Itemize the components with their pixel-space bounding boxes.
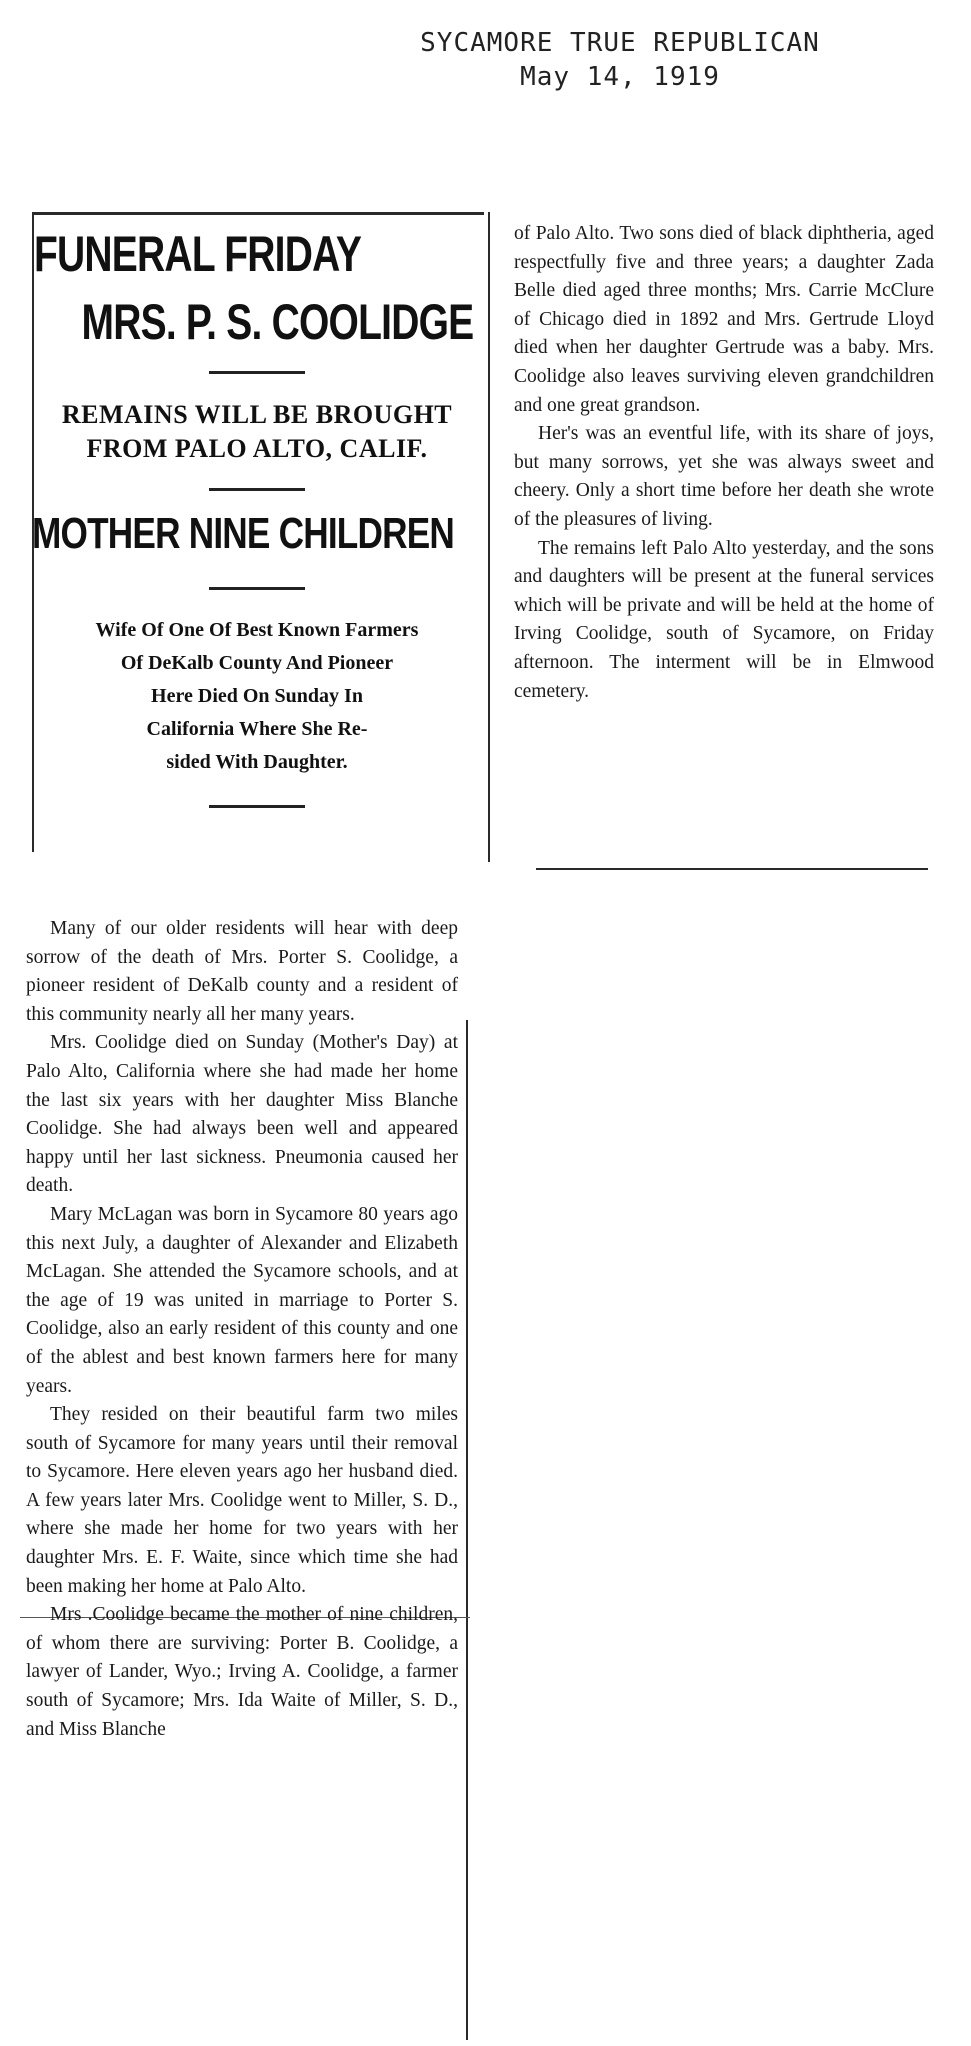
- paragraph: of Palo Alto. Two sons died of black diphtheria, aged respectfully five and three years; a daughter Zada Belle died aged three months; Mrs. Carrie McClure of Chicago died in 1892 and Mrs. Gertrude Lloyd died when her daughter Gertrude was a baby. Mrs. Coolidge also leaves surviving eleven grandchildren and one great grandson.: [514, 223, 934, 416]
- publication-date: May 14, 1919: [520, 62, 720, 92]
- right-column: [514, 220, 934, 706]
- clipping-header: [360, 26, 880, 94]
- right-column-end-rule: [536, 868, 928, 870]
- newspaper-name: SYCAMORE TRUE REPUBLICAN: [420, 28, 820, 58]
- paragraph: They resided on their beautiful farm two miles south of Sycamore for many years until their removal to Sycamore. Here eleven years ago her husband died. A few years later Mrs. Coolidge went to Miller, S. D., where she made her home for two years with her daughter Mrs. E. F. Waite, since which time she had been making her home at Palo Alto.: [26, 1404, 458, 1597]
- headline-line-1: FUNERAL FRIDAY: [34, 226, 362, 282]
- paragraph: Her's was an eventful life, with its share of joys, but many sorrows, yet she was always sweet and cheery. Only a short time before her death she wrote of the pleasures of living.: [514, 423, 934, 530]
- headline-divider-1: [209, 371, 305, 374]
- headline-divider-4: [209, 805, 305, 808]
- deck-2: MOTHER NINE CHILDREN: [32, 509, 455, 558]
- deck-1-line-1: REMAINS WILL BE BROUGHT: [61, 400, 453, 429]
- summary-line-2: Of DeKalb County And Pioneer: [120, 652, 394, 674]
- summary-line-5: sided With Daughter.: [166, 751, 348, 773]
- paragraph: Mrs. Coolidge died on Sunday (Mother's Day) at Palo Alto, California where she had made her home the last six years with her daughter Miss Blanche Coolidge. She had always been well and appeared happy until her last sickness. Pneumonia caused her death.: [26, 1032, 458, 1197]
- headline-divider-3: [209, 587, 305, 590]
- paragraph: Mary McLagan was born in Sycamore 80 years ago this next July, a daughter of Alexander and Elizabeth McLagan. She attended the Sycamore schools, and at the age of 19 was united in marriage to Porter S. Coolidge, also an early resident of this county and one of the ablest and best known farmers here for many years.: [26, 1203, 458, 1397]
- headline-divider-2: [209, 488, 305, 491]
- headline-block: [32, 225, 482, 808]
- paragraph: Many of our older residents will hear with deep sorrow of the death of Mrs. Porter S. Coolidge, a pioneer resident of DeKalb county and a resident of this community nearly all her many years.: [26, 918, 458, 1025]
- headline-top-rule: [32, 212, 484, 215]
- left-column: [26, 915, 458, 1744]
- paragraph: The remains left Palo Alto yesterday, and the sons and daughters will be present at the funeral services which will be private and will be held at the home of Irving Coolidge, south of Sycamore, on Friday afternoon. The interment will be in Elmwood cemetery.: [514, 537, 934, 702]
- left-column-rule: [466, 1020, 468, 2040]
- column-divider: [488, 212, 490, 862]
- headline-line-2: MRS. P. S. COOLIDGE: [81, 294, 474, 350]
- summary-line-1: Wife Of One Of Best Known Farmers: [95, 619, 419, 641]
- summary-line-3: Here Died On Sunday In: [151, 685, 363, 707]
- deck-1-line-2: FROM PALO ALTO, CALIF.: [86, 434, 428, 463]
- paragraph: Mrs .Coolidge became the mother of nine children, of whom there are surviving: Porter B. Coolidge, a lawyer of Lander, Wyo.; Irving A. Coolidge, a farmer south of Sycamore; Mrs. Ida Waite of Miller, S. D., and Miss Blanche: [26, 1604, 458, 1740]
- summary-line-4: California Where She Re-: [146, 718, 368, 740]
